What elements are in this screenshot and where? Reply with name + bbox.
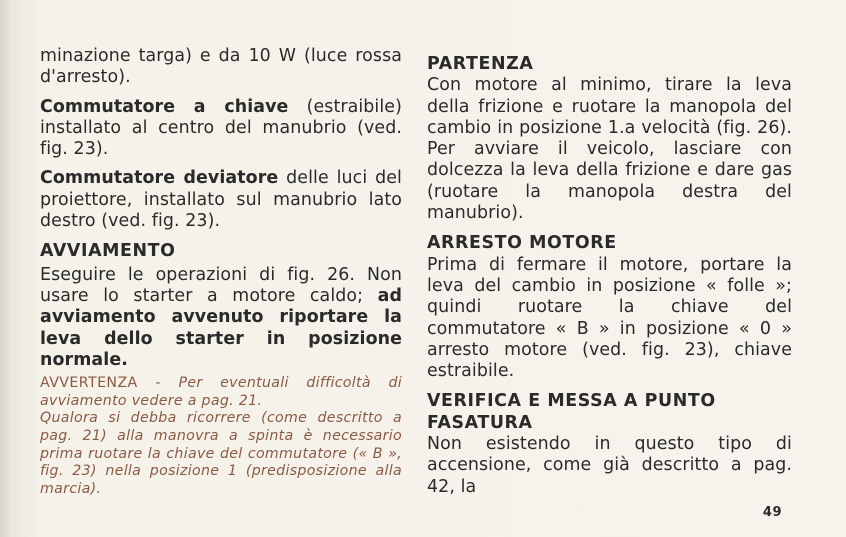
text-commutatore-chiave: (estraibile) installato al centro del manubrio (ved. fig. 23). — [40, 96, 402, 160]
paragraph-targa: minazione targa) e da 10 W (luce rossa d'arresto). — [40, 46, 402, 88]
paragraph-verifica: Non esistendo in questo tipo di accensione, come già descritto a pag. 42, la — [427, 434, 792, 497]
term-commutatore-chiave: Commutatore a chiave — [40, 96, 289, 117]
heading-partenza: PARTENZA — [427, 54, 534, 74]
warning-label: AVVERTENZA - — [40, 375, 179, 392]
paragraph-avviamento — [40, 265, 402, 371]
paragraph-commutatore-chiave — [40, 97, 402, 161]
heading-avviamento: AVVIAMENTO — [40, 241, 176, 262]
text-commutatore-deviatore: delle luci del proiettore, installato sul manubrio lato destro (ved. fig. 23). — [40, 168, 402, 232]
term-commutatore-deviatore: Commutatore deviatore — [40, 168, 279, 189]
text-avviamento-bold: ad avviamento avvenuto riportare la leva dello starter in posizione normale. — [40, 285, 402, 370]
paragraph-partenza: Con motore al minimo, tirare la leva della frizione e ruotare la manopola del cambio in posizione 1.a velocità (fig. 26). Per avviare il veicolo, lasciare con dolcezza la leva della frizione e dare gas (ruotare la manopola destra del manubrio). — [427, 75, 792, 224]
warning-note-2: Qualora si debba ricorrere (come descritto a pag. 21) alla manovra a spinta è necessario prima ruotare la chiave del commutatore (« B », fig. 23) nella posizione 1 (predisposizione alla marcia). — [40, 410, 402, 497]
text-avviamento: Eseguire le operazioni di fig. 26. Non usare lo starter a motore caldo; — [40, 264, 402, 306]
paragraph-commutatore-deviatore — [40, 168, 402, 232]
warning-note — [40, 375, 402, 410]
page-number: 49 — [762, 505, 782, 520]
paragraph-arresto-motore: Prima di fermare il motore, portare la leva del cambio in posizione « folle »; quindi ruotare la chiave del commutatore « B » in posizione « 0 » arresto motore (ved. fig. 23), chiave estraibile. — [427, 254, 792, 382]
right-column — [427, 46, 792, 498]
left-column — [40, 46, 402, 498]
heading-arresto-motore: ARRESTO MOTORE — [427, 233, 617, 254]
warning-text-1: Per eventuali difficoltà di avviamento vedere a pag. 21. — [40, 375, 402, 409]
heading-verifica-fasatura: VERIFICA E MESSA A PUNTO FASATURA — [427, 391, 716, 433]
